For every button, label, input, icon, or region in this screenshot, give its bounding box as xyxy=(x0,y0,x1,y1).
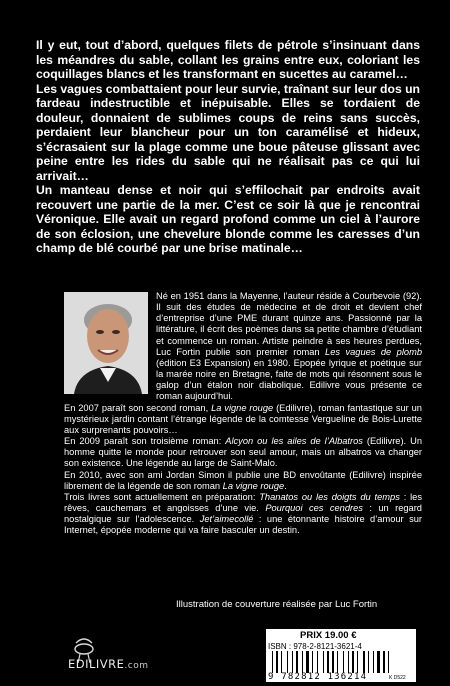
bio-text: : les rêves, cauchemars et angoisses d’une vie. xyxy=(64,491,423,513)
logo-wordmark xyxy=(68,657,149,671)
excerpt-paragraph-1: Il y eut, tout d’abord, quelques filets de pétrole s’insinuant dans les méandres du sable, collant les grains entre eux, coloriant les coquillages blancs et les transformant en sucettes au caramel… xyxy=(36,38,420,81)
excerpt-paragraph-3: Un manteau dense et noir qui s’effilochait par endroits avait recouvert une partie de la mer. C’est ce soir là que je rencontrai Véronique. Elle avait un regard profond comme un ciel à l’aurore de son éclosion, une chevelure blonde comme les caresses d’un champ de blé courbé par une brise matinale… xyxy=(36,183,420,255)
bio-text: (Edilivre), roman fantastique sur un mystérieux jardin contant l’étrange légende de la comtesse Vergueline de Bois-Lurette aux surprenants pouvoirs… xyxy=(64,402,422,435)
isbn-label: ISBN : 978-2-8121-3621-4 xyxy=(268,642,362,651)
bio-text: Né en 1951 dans la Mayenne, l’auteur réside à Courbevoie (92). Il suit des études de médecine et de droit et devient chef d’entreprise d’une PME durant quinze ans. Passionné par la littérature, il écrit des poèmes dans sa petite chambre d’étudiant et commence un roman. Artiste peindre à ses heures perdues, Luc Fortin publie son premier roman xyxy=(156,291,422,357)
ean-number: 9 782812 136214 xyxy=(268,672,368,682)
bio-text: En 2010, avec son ami Jordan Simon il publie une BD envoûtante (Edilivre) inspirée librement de la légende de son roman xyxy=(64,469,422,491)
bio-text: Trois livres sont actuellement en préparation: xyxy=(64,491,260,502)
bio-title: La vigne rouge xyxy=(222,480,285,491)
logo-suffix: .com xyxy=(124,661,149,671)
price-label: PRIX 19.00 € xyxy=(300,630,357,641)
book-excerpt xyxy=(36,38,420,256)
bio-title: Thanatos ou les doigts du temps xyxy=(259,491,400,502)
bio-paragraph-4 xyxy=(64,470,422,492)
bio-text: : un regard nostalgique sur l’adolescence. xyxy=(64,502,422,525)
bio-paragraph-5 xyxy=(64,492,422,537)
bio-text: (édition E3 Expansion) en 1980. Epopée lyrique et poétique sur la marée noire en Bretagne, faite de mots qui résonnent sous le galop d’un étalon noir diabolique. Edilivre vous présente ce roman aujourd’hui. xyxy=(156,357,422,402)
bio-title: Jet’aimecollé xyxy=(199,514,254,525)
bio-text: En 2009 paraît son troisième roman: xyxy=(64,436,226,447)
bio-paragraph-1 xyxy=(156,291,422,403)
bio-text: (Edilivre). Un homme quitte le monde pour retrouver son seul amour, mais un albatros va changer son existence. Une légende au large de Saint-Malo. xyxy=(64,436,422,469)
barcode-icon xyxy=(270,651,415,673)
bio-title: La vigne rouge xyxy=(211,402,274,413)
print-code: K D522 xyxy=(389,675,406,681)
bio-title: Pourquoi ces cendres xyxy=(265,502,363,513)
logo-name: EDILIVRE xyxy=(68,657,125,671)
bio-title: Alcyon ou les ailes de l’Albatros xyxy=(225,436,363,447)
bio-text: . xyxy=(284,480,287,491)
bio-text: En 2007 paraît son second roman, xyxy=(64,402,212,413)
bio-title: Les vagues de plomb xyxy=(325,346,422,357)
excerpt-paragraph-2: Les vagues combattaient pour leur survie, traînant sur leur dos un fardeau indestructible et inépuisable. Elles se tordaient de douleur, donnaient de sublimes coups de reins sans succès, perdaient leur blancheur pour un ton caramélisé et hideux, s’écrasaient sur la plage comme une boue pâteuse glissant avec peine entre les rides du sable qui ne réalisait pas ce qui lui arrivait… xyxy=(36,81,420,183)
cover-credit: Illustration de couverture réalisée par Luc Fortin xyxy=(176,599,378,610)
bio-paragraph-3 xyxy=(64,436,422,469)
author-biography xyxy=(64,291,422,536)
bio-text: : une étonnante histoire d’amour sur Internet, épopée moderne qui va faire basculer un destin. xyxy=(64,514,422,536)
bio-paragraph-2 xyxy=(64,403,422,436)
